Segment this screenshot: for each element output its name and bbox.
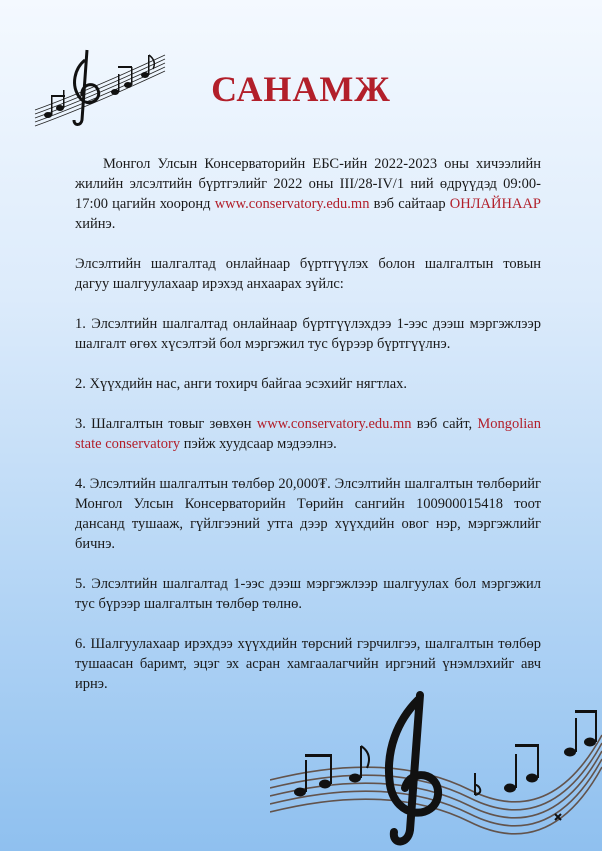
list-item-6: 6. Шалгуулахаар ирэхдээ хүүхдийн төрсний гэрчилгээ, шалгалтын төлбөр тушаасан баримт, эцэг эх асран хамгаалагчийн иргэний үнэмлэхийг авч ирнэ.: [75, 636, 541, 692]
intro-text: Монгол Улсын Консерваторийн ЕБС-ийн 2022-2023 оны хичээлийн жилийн элсэлтийн бүртгэлийг 2022 оны III/28-IV/1 ний өдрүүдэд 09:00-17:00 цагийн хооронд: [75, 156, 541, 212]
list-item-5: 5. Элсэлтийн шалгалтад 1-ээс дээш мэргэжлээр шалгуулах бол мэргэжил тус бүрээр шалгалтын төлбөр төлнө.: [75, 576, 541, 612]
facebook-page-link[interactable]: Mongolian state conservatory: [75, 416, 541, 452]
intro-paragraph: [75, 154, 541, 234]
music-notes-bottom-icon: [270, 680, 602, 851]
website-link-2[interactable]: www.conservatory.edu.mn: [256, 416, 412, 432]
item3-text-2: вэб сайт,: [411, 416, 478, 432]
intro-text-2: вэб сайтаар: [369, 196, 450, 212]
website-link[interactable]: www.conservatory.edu.mn: [214, 196, 370, 212]
intro-text-3: хийнэ.: [75, 216, 116, 232]
item3-text: 3. Шалгалтын товыг зөвхөн: [75, 416, 257, 432]
online-highlight: ОНЛАЙНААР: [449, 196, 541, 212]
page-title: САНАМЖ: [211, 69, 391, 109]
list-item-2: 2. Хүүхдийн нас, анги тохирч байгаа эсэхийг нягтлах.: [75, 376, 408, 392]
list-item-3: [75, 414, 541, 454]
notice-body: [75, 154, 541, 714]
list-item-4: 4. Элсэлтийн шалгалтын төлбөр 20,000₮. Элсэлтийн шалгалтын төлбөрийг Монгол Улсын Консерваторийн Төрийн сангийн 100900015418 тоот дансанд тушааж, гүйлгээний утга дээр хүүхдийн овог нэр, мэргэжлийг бичнэ.: [75, 476, 541, 552]
list-item-1: 1. Элсэлтийн шалгалтад онлайнаар бүртгүүлэхдээ 1-ээс дээш мэргэжлээр шалгалт өгөх хүсэлтэй бол мэргэжил тус бүрээр бүртгүүлнэ.: [75, 316, 541, 352]
note-intro: Элсэлтийн шалгалтад онлайнаар бүртгүүлэх болон шалгалтын товын дагуу шалгуулахаар ирэхэд анхаарах зүйлс:: [75, 256, 541, 292]
item3-text-3: пэйж хуудсаар мэдээлнэ.: [180, 436, 337, 452]
